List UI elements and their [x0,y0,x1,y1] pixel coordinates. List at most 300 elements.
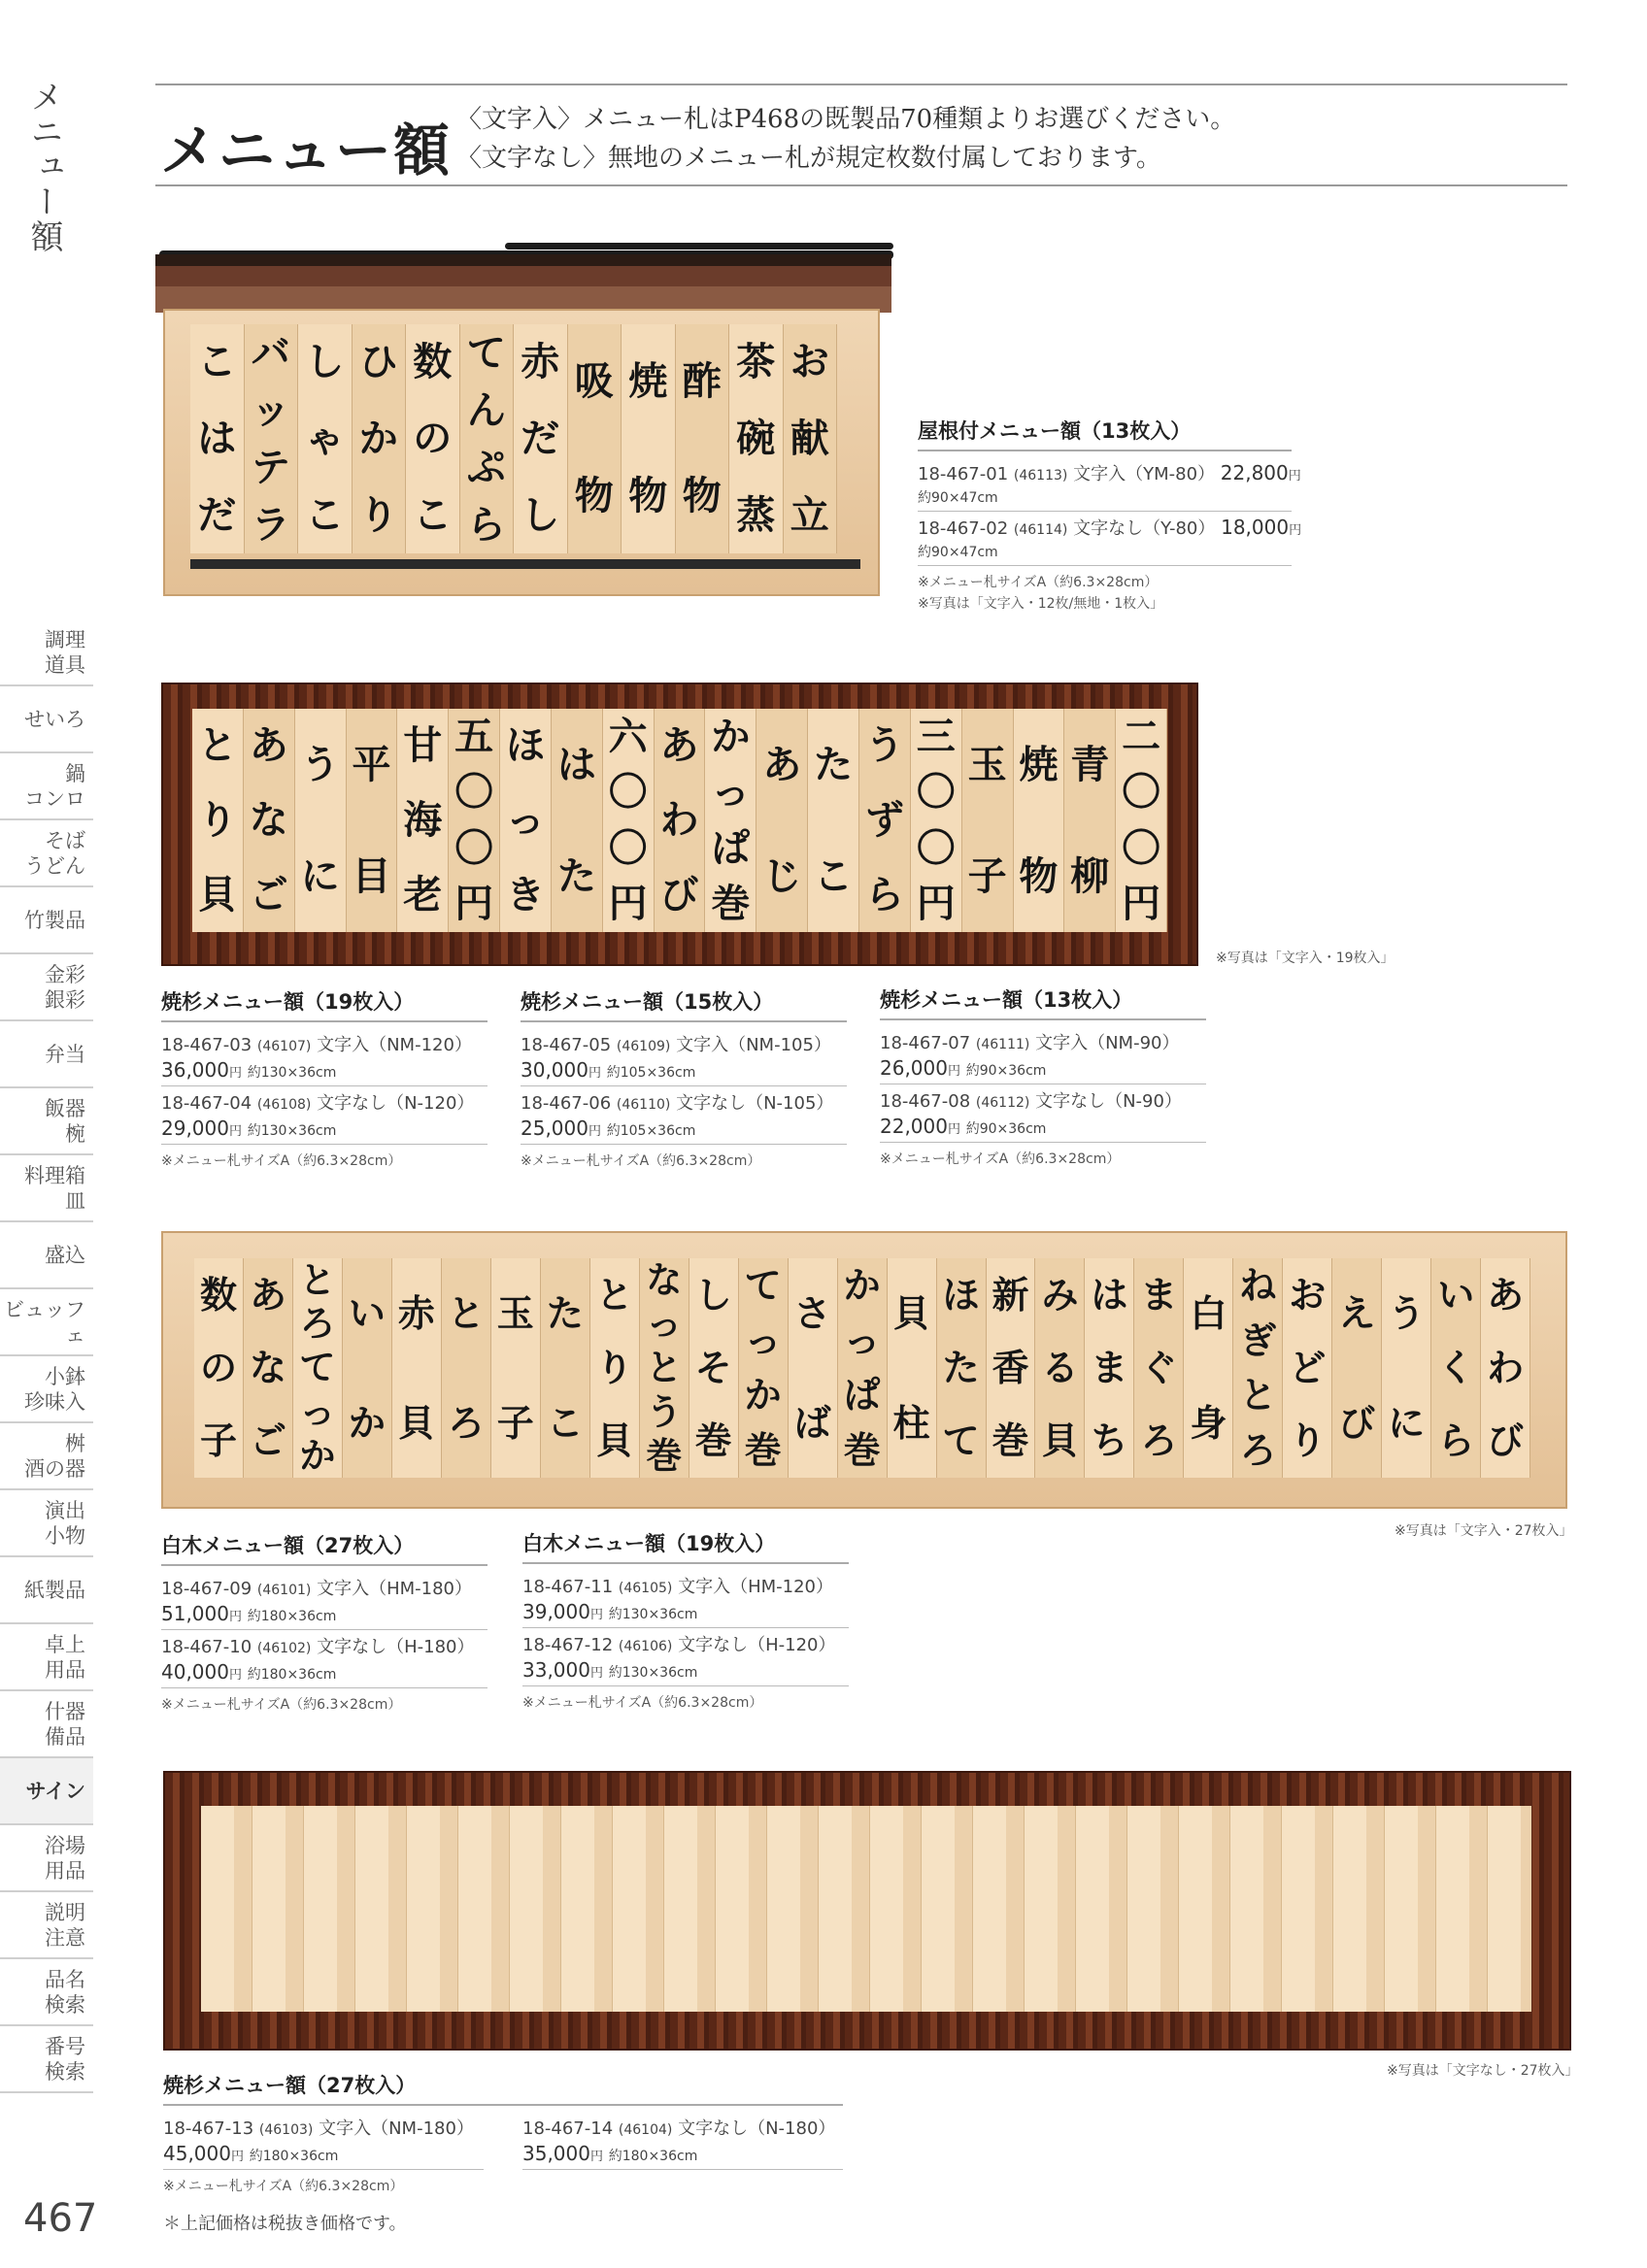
menu-board [838,1258,888,1478]
menu-board [1116,709,1167,932]
menu-board-char: ラ [251,502,290,548]
item-size: 約180×36cm [249,2149,339,2164]
menu-board-char: と [595,1273,633,1317]
photo-caption: ※写真は「文字入・19枚入」 [1216,951,1395,966]
product-row [880,1026,1206,1084]
menu-board-char: 茶 [736,340,776,385]
tab-gold-silver[interactable]: 金彩 銀彩 [0,954,93,1021]
menu-board [622,324,676,553]
tab-notes[interactable]: 説明 注意 [0,1892,93,1959]
menu-board [1233,1258,1283,1478]
item-size: 約90×47cm [918,545,998,560]
menu-board [1184,1258,1233,1478]
menu-board-char: 五 [454,714,494,759]
menu-board-char: た [942,1346,980,1389]
menu-board-char: 円 [916,882,956,927]
item-price: 36,000 [161,1058,229,1082]
menu-board-char: っ [843,1318,881,1362]
menu-board-char: 円 [454,882,494,927]
menu-board [460,324,515,553]
menu-board-char: ぷ [466,445,506,490]
menu-board-char: の [199,1346,237,1389]
menu-board [962,709,1014,932]
menu-board [245,324,299,553]
item-price: 26,000 [880,1056,948,1080]
menu-board-char: と [197,723,237,769]
menu-board-char: 〇 [608,770,648,816]
menu-board-char: っ [744,1318,782,1362]
menu-board-char: し [305,340,345,385]
menu-board [937,1258,987,1478]
menu-board-char: 巻 [646,1434,683,1477]
menu-board [911,709,962,932]
item-subcode: (46102) [256,1641,312,1656]
menu-board [397,709,449,932]
tab-seiro[interactable]: せいろ [0,686,93,753]
product-title: 焼杉メニュー額（27枚入） [163,2070,843,2106]
product-row [918,457,1301,512]
menu-board [194,1258,244,1478]
tab-paper[interactable]: 紙製品 [0,1557,93,1624]
tab-bento[interactable]: 弁当 [0,1021,93,1088]
menu-board [1134,1258,1184,1478]
intro-line-1: 〈文字入〉メニュー札はP468の既製品70種類よりお選びください。 [456,105,1236,134]
menu-board-char: る [1041,1346,1079,1389]
menu-board [406,324,460,553]
item-desc: 文字入（HM-180） [317,1579,473,1599]
menu-board-char: 物 [682,474,722,518]
menu-board-char: み [1041,1273,1079,1317]
menu-board [808,709,859,932]
item-subcode: (46106) [618,1639,673,1654]
tab-number-search[interactable]: 番号 検索 [0,2026,93,2093]
item-price: 40,000 [161,1660,229,1684]
menu-board-char: っ [299,1390,336,1433]
yakisugi-menu-boards [192,709,1167,932]
tab-food-box[interactable]: 料理箱 皿 [0,1155,93,1222]
menu-board-char: 貝 [197,872,237,917]
tab-small-bowl[interactable]: 小鉢 珍味入 [0,1356,93,1423]
item-subcode: (46104) [618,2122,673,2138]
product-row [161,1028,487,1086]
item-code: 18-467-04 [161,1093,252,1114]
menu-board-char: 巻 [843,1428,881,1472]
tab-soba-udon[interactable]: そば うどん [0,820,93,887]
yen-unit: 円 [1288,469,1301,484]
menu-board-char: 巻 [744,1428,782,1472]
item-price: 45,000 [163,2142,231,2165]
menu-board-char: あ [1487,1273,1525,1317]
menu-board [655,709,706,932]
menu-board-char: わ [659,797,699,843]
product-row [918,512,1302,566]
menu-board [705,709,756,932]
menu-board-char: ち [1091,1419,1128,1463]
product-row [880,1084,1206,1143]
menu-board-char: し [694,1273,732,1317]
menu-board-char: っ [646,1303,683,1346]
menu-board-char: 子 [496,1401,534,1445]
item-size: 約130×36cm [247,1065,337,1081]
menu-board-char: ひ [358,340,398,385]
menu-board [192,709,244,932]
frame-bottom-bar [190,559,860,569]
side-section-title: メニュー額 [24,80,63,254]
menu-board-char: び [1338,1401,1376,1445]
menu-board-char: 貝 [892,1291,930,1335]
menu-board-char: た [814,742,854,787]
product-note: ※メニュー札サイズA（約6.3×28cm） [161,1153,402,1169]
item-code: 18-467-13 [163,2118,254,2139]
menu-board-char: に [1388,1401,1426,1445]
menu-board [987,1258,1036,1478]
menu-board-char: き [505,872,545,917]
menu-board-char: 物 [628,474,668,518]
item-price: 25,000 [521,1117,588,1140]
intro-line-2: 〈文字なし〉無地のメニュー札が規定枚数付属しております。 [456,144,1161,173]
item-subcode: (46110) [616,1097,671,1113]
menu-board [491,1258,541,1478]
menu-board-char: 赤 [397,1291,435,1335]
menu-board [343,1258,392,1478]
product-row [161,1630,487,1688]
menu-board [1283,1258,1332,1478]
menu-board-char: う [646,1390,683,1433]
menu-board-char: 焼 [628,359,668,404]
menu-board-char: か [358,416,398,461]
product-shiraki-19 [522,1528,849,1712]
menu-board [244,1258,293,1478]
product-yakisugi-15 [521,986,847,1170]
menu-board-char: 二 [1122,714,1161,759]
menu-board-char: ず [864,797,904,843]
item-subcode: (46105) [618,1581,673,1596]
menu-board-char: し [521,492,560,538]
product-row [161,1572,487,1630]
category-tabs [0,619,93,2093]
item-code: 18-467-11 [522,1577,614,1597]
menu-board-char: ろ [299,1303,336,1346]
menu-board-char: あ [659,723,699,769]
menu-board-char: の [413,416,453,461]
menu-board-char: ね [1239,1264,1277,1308]
menu-board-char: テ [251,445,290,490]
menu-board-char: お [1289,1273,1327,1317]
item-size: 約90×36cm [965,1121,1047,1137]
tab-rice-bowl[interactable]: 飯器 椀 [0,1088,93,1155]
page-title: メニュー額 [160,117,453,183]
menu-board-char: た [556,853,596,899]
item-code: 18-467-08 [880,1091,971,1112]
menu-board-char: は [197,416,237,461]
menu-board-char: 碗 [736,416,776,461]
item-code: 18-467-14 [522,2118,614,2139]
menu-board-char: 蒸 [736,492,776,538]
menu-board-char: あ [249,723,288,769]
menu-board-char: 〇 [916,825,956,871]
yen-unit: 円 [228,1610,242,1624]
menu-board-char: お [790,340,829,385]
shiraki-menu-boards [194,1258,1530,1478]
menu-board [640,1258,689,1478]
item-code: 18-467-05 [521,1035,612,1055]
menu-board-char: ま [1140,1273,1178,1317]
menu-board-char: ッ [251,387,290,433]
menu-board-char: わ [1487,1346,1525,1389]
photo-caption: ※写真は「文字なし・27枚入」 [1387,2063,1579,2079]
menu-board-char: 立 [790,492,829,538]
product-note: ※メニュー札サイズA（約6.3×28cm） [918,575,1159,590]
menu-board-char: 甘 [403,723,443,769]
menu-board-char: 白 [1190,1291,1227,1335]
menu-board-char: 香 [992,1346,1029,1389]
page-number: 467 [23,2196,98,2241]
menu-board [552,709,603,932]
header-bottom-rule [155,184,1567,186]
tab-cooking-tools[interactable]: 調理 道具 [0,619,93,686]
item-desc: 文字入（NM-105） [676,1035,831,1055]
product-row [161,1086,487,1145]
menu-board-char: 新 [992,1273,1029,1317]
menu-board-char: ろ [1140,1419,1178,1463]
menu-board-char: 柱 [892,1401,930,1445]
menu-board-char: り [595,1346,633,1389]
menu-board-char: 円 [608,882,648,927]
menu-board-char: ぱ [711,825,751,871]
tab-sign[interactable]: サイン [0,1758,93,1825]
menu-board-char: ぐ [1140,1346,1178,1389]
menu-board-char: 子 [199,1419,237,1463]
item-code: 18-467-09 [161,1579,252,1599]
product-title: 焼杉メニュー額（15枚入） [521,986,847,1022]
item-subcode: (46113) [1013,468,1068,484]
menu-board [888,1258,937,1478]
menu-board-char: ほ [942,1273,980,1317]
menu-board-char: ば [793,1401,831,1445]
menu-board-char: ん [466,387,506,433]
menu-board-char: だ [197,492,237,538]
menu-board [1064,709,1116,932]
menu-board-char: 貝 [397,1401,435,1445]
product-row [522,1628,849,1686]
menu-board [353,324,407,553]
menu-board [1014,709,1065,932]
product-note: ※写真は「文字入・12枚/無地・1枚入」 [918,596,1164,612]
menu-board-char: び [659,872,699,917]
menu-board-char: 〇 [608,825,648,871]
header-top-rule [155,83,1567,85]
roof-menu-boards [190,324,837,553]
menu-board-char: び [1487,1419,1525,1463]
menu-board-char: り [358,492,398,538]
tab-bamboo[interactable]: 竹製品 [0,887,93,954]
menu-board [1085,1258,1134,1478]
product-roof [918,416,1302,613]
menu-board-char: な [646,1259,683,1302]
product-title: 焼杉メニュー額（13枚入） [880,984,1206,1020]
item-size: 約105×36cm [606,1065,696,1081]
menu-board [500,709,552,932]
menu-board-char: に [300,853,340,899]
item-subcode: (46108) [256,1097,312,1113]
item-size: 約90×36cm [965,1063,1047,1079]
item-size: 約130×36cm [247,1123,337,1139]
menu-board-char: 円 [1122,882,1161,927]
menu-board-char: じ [762,853,802,899]
menu-board-char: 赤 [521,340,560,385]
menu-board-char: 吸 [574,359,614,404]
menu-board-char: こ [814,853,854,899]
product-note: ※メニュー札サイズA（約6.3×28cm） [880,1151,1121,1167]
menu-board [295,709,347,932]
menu-board-char: さ [793,1291,831,1335]
yen-unit: 円 [588,1066,601,1081]
menu-board-char: ろ [447,1401,485,1445]
menu-board-char: ぎ [1239,1318,1277,1362]
menu-board [541,1258,590,1478]
menu-board-char: こ [413,492,453,538]
menu-board [347,709,398,932]
menu-board [1035,1258,1085,1478]
menu-board [442,1258,491,1478]
menu-board-char: 酢 [682,359,722,404]
menu-board-char: は [1091,1273,1128,1317]
item-size: 約105×36cm [606,1123,696,1139]
menu-board-char: 巻 [711,882,751,927]
tab-sake[interactable]: 桝 酒の器 [0,1423,93,1490]
item-size: 約90×47cm [918,490,998,506]
tab-name-search[interactable]: 品名 検索 [0,1959,93,2026]
menu-board-char: 柳 [1070,853,1110,899]
photo-caption: ※写真は「文字入・27枚入」 [1395,1523,1573,1539]
menu-board-char: と [646,1347,683,1389]
item-desc: 文字なし（N-180） [678,2118,836,2139]
tab-fixtures[interactable]: 什器 備品 [0,1691,93,1758]
item-price: 51,000 [161,1602,229,1625]
item-desc: 文字なし（H-180） [317,1637,475,1657]
tax-footnote: ＊上記価格は税抜き価格です。 [163,2214,407,2234]
menu-board-char: 数 [199,1273,237,1317]
menu-board-char: 〇 [454,825,494,871]
menu-board-char: か [843,1264,881,1308]
tab-buffet[interactable]: ビュッフェ [0,1289,93,1356]
item-code: 18-467-06 [521,1093,612,1114]
menu-board-char: 玉 [496,1291,534,1335]
menu-board [449,709,500,932]
menu-board [298,324,353,553]
menu-board-char: 六 [608,714,648,759]
product-note: ※メニュー札サイズA（約6.3×28cm） [161,1697,402,1713]
menu-board-char: っ [711,770,751,816]
menu-board-char: い [1437,1273,1475,1317]
menu-board [392,1258,442,1478]
product-row [521,1028,847,1086]
yen-unit: 円 [228,1124,242,1139]
menu-board-char: ろ [1239,1428,1277,1472]
product-note: ※メニュー札サイズA（約6.3×28cm） [522,1695,763,1711]
menu-board-char: 物 [1019,853,1059,899]
menu-board-char: と [1239,1374,1277,1418]
tab-pot-stove[interactable]: 鍋 コンロ [0,753,93,820]
tab-bath[interactable]: 浴場 用品 [0,1825,93,1892]
menu-board-char: ら [864,872,904,917]
menu-board-char: ま [1091,1346,1128,1389]
item-size: 約180×36cm [608,2149,698,2164]
item-subcode: (46101) [256,1583,312,1598]
product-title: 白木メニュー額（19枚入） [522,1528,849,1564]
product-title: 白木メニュー額（27枚入） [161,1530,487,1566]
menu-board [514,324,568,553]
menu-board-char: 〇 [454,770,494,816]
yen-unit: 円 [228,1066,242,1081]
menu-board-char: な [249,797,288,843]
menu-board-char: 献 [790,416,829,461]
item-size: 約180×36cm [247,1667,337,1683]
menu-board-char: ほ [505,723,545,769]
menu-board [739,1258,789,1478]
menu-board [244,709,295,932]
tab-tabletop[interactable]: 卓上 用品 [0,1624,93,1691]
menu-board-char: は [556,742,596,787]
yen-unit: 円 [230,2150,244,2164]
item-code: 18-467-01 [918,464,1009,484]
menu-board-char: か [744,1374,782,1418]
item-desc: 文字入（NM-120） [317,1035,472,1055]
item-subcode: (46111) [975,1037,1030,1052]
item-price: 39,000 [522,1600,590,1623]
menu-board-char: う [864,723,904,769]
yen-unit: 円 [589,1666,603,1681]
menu-board [729,324,784,553]
menu-board [603,709,655,932]
yen-unit: 円 [588,1124,601,1139]
menu-board-char: 身 [1190,1401,1227,1445]
menu-board-char: 玉 [967,742,1007,787]
bamboo-pole [505,243,893,250]
menu-board [1481,1258,1530,1478]
menu-board-char: そ [694,1346,732,1389]
tab-platter[interactable]: 盛込 [0,1222,93,1289]
product-row [521,1086,847,1145]
item-price: 35,000 [522,2142,590,2165]
menu-board-char: ど [1289,1346,1327,1389]
product-title: 屋根付メニュー額（13枚入） [918,416,1292,451]
yen-unit: 円 [589,2150,603,2164]
menu-board-char: ぱ [843,1374,881,1418]
product-note: ※メニュー札サイズA（約6.3×28cm） [521,1153,761,1169]
menu-board-char: な [249,1346,286,1389]
menu-board-char: 焼 [1019,742,1059,787]
item-code: 18-467-10 [161,1637,252,1657]
menu-board-char: 海 [403,797,443,843]
product-title: 焼杉メニュー額（19枚入） [161,986,487,1022]
item-subcode: (46112) [975,1095,1030,1111]
menu-board-char: 貝 [595,1419,633,1463]
item-price: 29,000 [161,1117,229,1140]
menu-board-char: 平 [352,742,391,787]
menu-board-char: く [1437,1346,1475,1389]
tab-props[interactable]: 演出 小物 [0,1490,93,1557]
item-desc: 文字なし（N-105） [676,1093,834,1114]
item-code: 18-467-12 [522,1635,614,1655]
item-subcode: (46103) [258,2122,314,2138]
menu-board [1382,1258,1431,1478]
yen-unit: 円 [947,1064,960,1079]
menu-board-char: ご [249,872,288,917]
menu-board-char: バ [251,330,290,376]
menu-board-char: こ [305,492,345,538]
menu-board-char: あ [762,742,802,787]
